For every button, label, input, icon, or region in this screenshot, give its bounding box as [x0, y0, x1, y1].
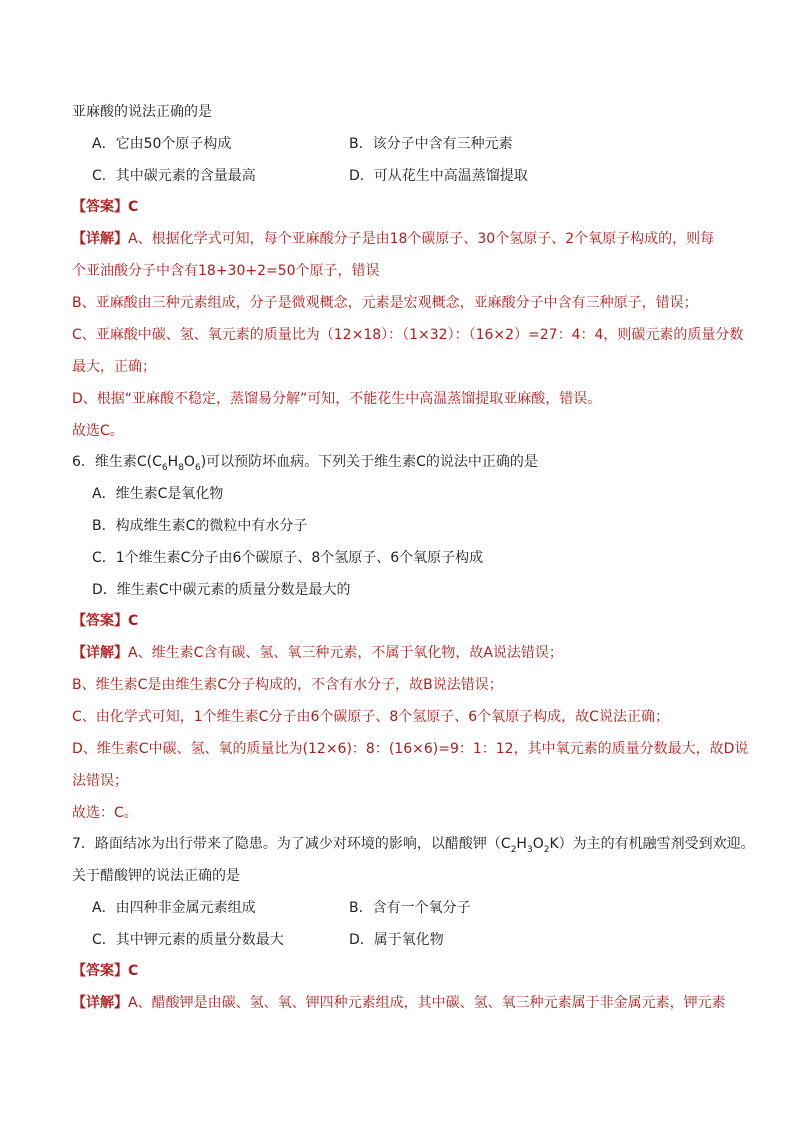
- q5-detail-line-5: 最大，正确；: [72, 359, 156, 375]
- answer-value: C: [128, 963, 139, 979]
- q7-option-d: D．属于氧化物: [349, 932, 444, 948]
- q7-option-b: B．含有一个氧分子: [349, 900, 471, 916]
- q6-option-c: C．1个维生素C分子由6个碳原子、8个氢原子、6个氧原子构成: [92, 550, 484, 566]
- detail-text: A、维生素C含有碳、氢、氧三种元素，不属于氧化物，故A说法错误；: [128, 645, 563, 661]
- q5-detail-line-4: C、亚麻酸中碳、氢、氧元素的质量比为（12×18）：（1×32）：（16×2）=27：4：4，则碳元素的质量分数: [72, 327, 744, 343]
- q5-option-c: C．其中碳元素的含量最高: [92, 168, 256, 184]
- q5-option-b: B．该分子中含有三种元素: [349, 136, 513, 152]
- q6-detail-line-3: C、由化学式可知，1个维生素C分子由6个碳原子、8个氢原子、6个氧原子构成，故C说法正确；: [72, 709, 669, 725]
- q7-formula-sub-h: 3: [526, 844, 533, 855]
- q7-stem-pre: 7．路面结冰为出行带来了隐患。为了减少对环境的影响，以醋酸钾（C: [72, 836, 511, 852]
- q6-stem-post: )可以预防坏血病。下列关于维生素C的说法中正确的是: [200, 454, 538, 470]
- q5-answer: [72, 197, 138, 217]
- q5-stem: 亚麻酸的说法正确的是: [72, 104, 212, 120]
- detail-label: 【详解】: [72, 995, 128, 1011]
- q6-detail-line-5: 法错误；: [72, 773, 128, 789]
- answer-label: 【答案】: [72, 963, 128, 979]
- q7-option-c: C．其中钾元素的质量分数最大: [92, 932, 284, 948]
- detail-text: A、醋酸钾是由碳、氢、氧、钾四种元素组成，其中碳、氢、氧三种元素属于非金属元素，钾元素: [128, 995, 726, 1011]
- q6-option-a: A．维生素C是氧化物: [92, 486, 224, 502]
- q5-conclusion: 故选C。: [72, 423, 124, 439]
- answer-value: C: [128, 613, 139, 629]
- q7-option-a: A．由四种非金属元素组成: [92, 900, 256, 916]
- q5-detail-line-3: B、亚麻酸由三种元素组成，分子是微观概念，元素是宏观概念，亚麻酸分子中含有三种原子，错误；: [72, 295, 698, 311]
- q7-stem-line-2: 关于醋酸钾的说法正确的是: [72, 868, 240, 884]
- q7-formula-sub-c: 2: [510, 844, 517, 855]
- q7-formula-h: H: [516, 836, 527, 852]
- detail-label: 【详解】: [72, 645, 128, 661]
- q6-detail-line-2: B、维生素C是由维生素C分子构成的，不含有水分子，故B说法错误；: [72, 677, 503, 693]
- q6-detail-line-4: D、维生素C中碳、氢、氧的质量比为(12×6)：8：(16×6)=9：1：12，其中氧元素的质量分数最大，故D说: [72, 741, 749, 757]
- q5-option-d: D．可从花生中高温蒸馏提取: [349, 168, 528, 184]
- q6-stem-pre: 6．维生素C(C: [72, 454, 162, 470]
- q5-detail-line-2: 个亚油酸分子中含有18+30+2=50个原子，错误: [72, 263, 380, 279]
- q6-formula-sub-o: 6: [194, 462, 201, 473]
- q7-detail-line-1: [72, 993, 726, 1013]
- q6-formula-sub-h: 8: [178, 462, 184, 473]
- q6-formula-sub-c: 6: [161, 462, 168, 473]
- q7-stem: [72, 834, 755, 854]
- answer-label: 【答案】: [72, 199, 128, 215]
- q7-stem-post: K）为主的有机融雪剂受到欢迎。: [549, 836, 755, 852]
- detail-label: 【详解】: [72, 231, 128, 247]
- q7-answer: [72, 961, 138, 981]
- q6-detail-line-1: [72, 643, 563, 663]
- q7-formula-o: O: [532, 836, 544, 852]
- q6-answer: [72, 611, 138, 631]
- q5-option-a: A．它由50个原子构成: [92, 136, 232, 152]
- q7-formula-sub-o: 2: [543, 844, 550, 855]
- answer-value: C: [128, 199, 139, 215]
- q6-stem: [72, 452, 538, 472]
- q6-option-b: B．构成维生素C的微粒中有水分子: [92, 518, 308, 534]
- detail-text: A、根据化学式可知，每个亚麻酸分子是由18个碳原子、30个氢原子、2个氧原子构成的，则每: [128, 231, 715, 247]
- q6-formula-o: O: [183, 454, 195, 470]
- answer-label: 【答案】: [72, 613, 128, 629]
- q5-detail-line-1: [72, 229, 714, 249]
- q6-option-d: D．维生素C中碳元素的质量分数是最大的: [92, 582, 351, 598]
- q6-conclusion: 故选：C。: [72, 805, 138, 821]
- q6-formula-h: H: [167, 454, 179, 470]
- q5-detail-line-6: D、根据“亚麻酸不稳定，蒸馏易分解”可知，不能花生中高温蒸馏提取亚麻酸，错误。: [72, 391, 602, 407]
